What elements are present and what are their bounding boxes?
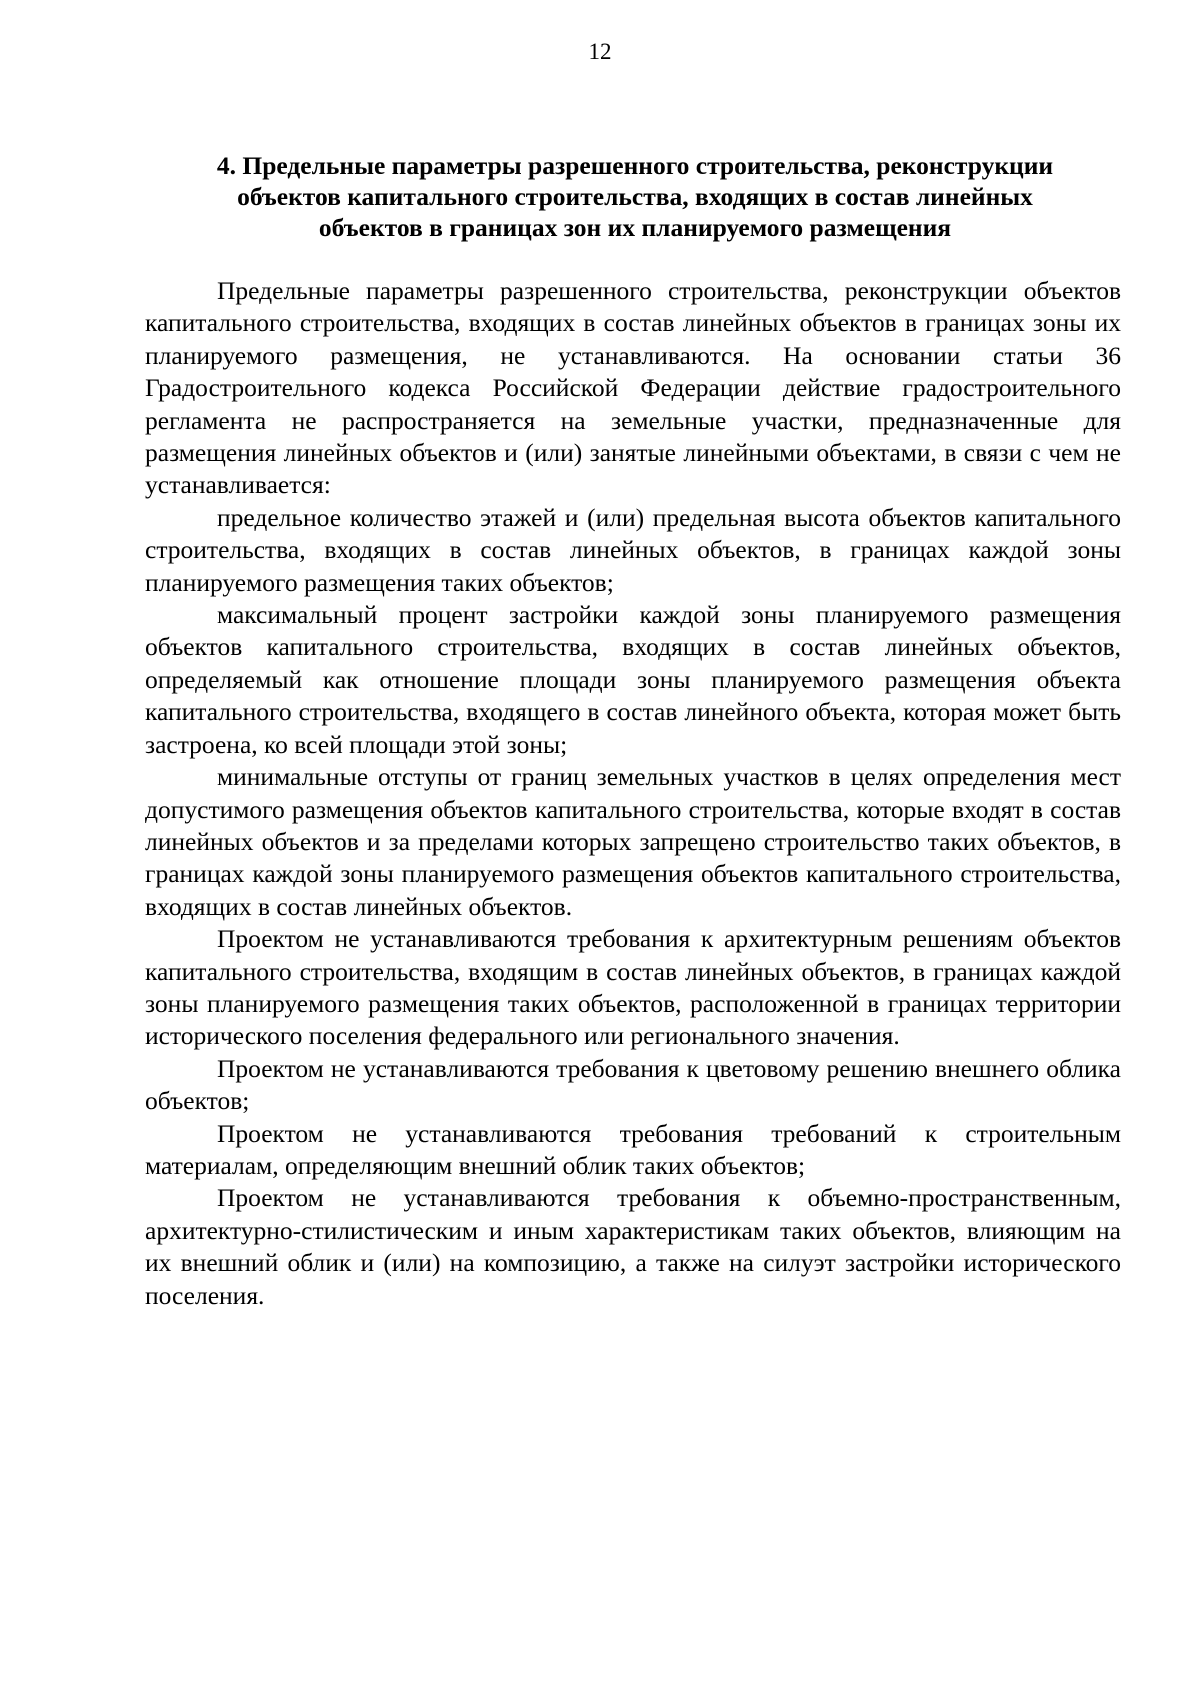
paragraph: Проектом не устанавливаются требования к цветовому решению внешнего облика объектов; <box>145 1053 1121 1116</box>
section-heading-line: объектов в границах зон их планируемого размещения <box>318 213 952 242</box>
section-heading <box>145 150 1125 243</box>
paragraph: Предельные параметры разрешенного строительства, реконструкции объектов капитального строительства, входящих в состав линейных объектов в границах зоны их планируемого размещения, не устанавливаются. На основании статьи 36 Градостроительного кодекса Российской Федерации действие градостроительного регламента не распространяется на земельные участки, предназначенные для размещения линейных объектов и (или) занятые линейными объектами, в связи с чем не устанавливается: <box>145 276 1121 500</box>
section-heading-line: 4. Предельные параметры разрешенного строительства, реконструкции <box>216 151 1054 180</box>
paragraph: Проектом не устанавливаются требования к объемно-пространственным, архитектурно-стилистическим и иным характеристикам таких объектов, влияющим на их внешний облик и (или) на композицию, а также на силуэт застройки исторического поселения. <box>145 1183 1121 1310</box>
page-number: 12 <box>588 39 612 64</box>
paragraph: Проектом не устанавливаются требования требований к строительным материалам, определяющим внешний облик таких объектов; <box>145 1118 1121 1180</box>
paragraph: Проектом не устанавливаются требования к архитектурным решениям объектов капитального строительства, входящим в состав линейных объектов, в границах каждой зоны планируемого размещения таких объектов, расположенной в границах территории исторического поселения федерального или регионального значения. <box>145 924 1121 1051</box>
paragraph: максимальный процент застройки каждой зоны планируемого размещения объектов капитального строительства, входящих в состав линейных объектов, определяемый как отношение площади зоны планируемого размещения объекта капитального строительства, входящего в состав линейного объекта, которая может быть застроена, ко всей площади этой зоны; <box>145 600 1121 759</box>
paragraph: минимальные отступы от границ земельных участков в целях определения мест допустимого размещения объектов капитального строительства, которые входят в состав линейных объектов и за пределами которых запрещено строительство таких объектов, в границах каждой зоны планируемого размещения объектов капитального строительства, входящих в состав линейных объектов. <box>145 762 1121 921</box>
paragraph: предельное количество этажей и (или) предельная высота объектов капитального строительства, входящих в состав линейных объектов, в границах каждой зоны планируемого размещения таких объектов; <box>145 502 1121 597</box>
section-body <box>145 275 1121 1312</box>
section-heading-line: объектов капитального строительства, входящих в состав линейных <box>237 182 1033 211</box>
